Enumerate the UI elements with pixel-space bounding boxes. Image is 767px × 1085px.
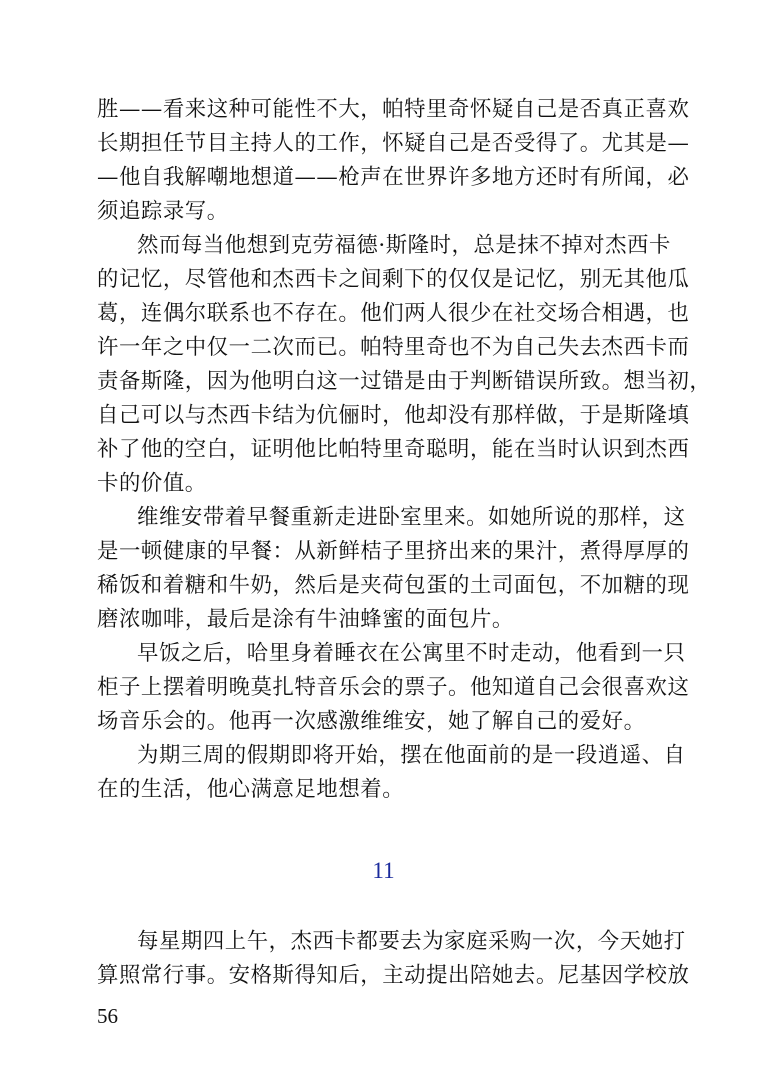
text-line: 胜——看来这种可能性不大，帕特里奇怀疑自己是否真正喜欢 — [97, 97, 690, 122]
text-line: 然而每当他想到克劳福德·斯隆时，总是抹不掉对杰西卡 — [137, 233, 671, 258]
text-line: 的记忆，尽管他和杰西卡之间剩下的仅仅是记忆，别无其他瓜 — [97, 267, 690, 292]
text-line: 为期三周的假期即将开始，摆在他面前的是一段逍遥、自 — [137, 743, 686, 768]
text-line: 须追踪录写。 — [97, 199, 229, 224]
text-line: —他自我解嘲地想道——枪声在世界许多地方还时有所闻，必 — [97, 165, 690, 190]
text-line: 责备斯隆，因为他明白这一过错是由于判断错误所致。想当初， — [97, 369, 712, 394]
text-line: 补了他的空白，证明他比帕特里奇聪明，能在当时认识到杰西 — [97, 437, 690, 462]
text-line: 算照常行事。安格斯得知后，主动提出陪她去。尼基因学校放 — [97, 963, 690, 988]
text-line: 每星期四上午，杰西卡都要去为家庭采购一次，今天她打 — [137, 929, 686, 954]
text-line: 在的生活，他心满意足地想着。 — [97, 777, 405, 802]
chapter-number: 11 — [372, 858, 395, 883]
text-line: 稀饭和着糖和牛奶，然后是夹荷包蛋的土司面包，不加糖的现 — [97, 573, 690, 598]
text-line: 是一顿健康的早餐：从新鲜桔子里挤出来的果汁，煮得厚厚的 — [97, 539, 690, 564]
text-line: 许一年之中仅一二次而已。帕特里奇也不为自己失去杰西卡而 — [97, 335, 690, 360]
text-line: 维维安带着早餐重新走进卧室里来。如她所说的那样，这 — [137, 505, 686, 530]
text-line: 磨浓咖啡，最后是涂有牛油蜂蜜的面包片。 — [97, 607, 514, 632]
text-line: 早饭之后，哈里身着睡衣在公寓里不时走动，他看到一只 — [137, 641, 686, 666]
page-number: 56 — [97, 1004, 118, 1028]
text-line: 卡的价值。 — [97, 471, 207, 496]
text-line: 自己可以与杰西卡结为伉俪时，他却没有那样做，于是斯隆填 — [97, 403, 690, 428]
text-line: 场音乐会的。他再一次感激维维安，她了解自己的爱好。 — [97, 709, 646, 734]
text-line: 柜子上摆着明晚莫扎特音乐会的票子。他知道自己会很喜欢这 — [97, 675, 690, 700]
text-line: 葛，连偶尔联系也不存在。他们两人很少在社交场合相遇，也 — [97, 301, 690, 326]
text-line: 长期担任节目主持人的工作，怀疑自己是否受得了。尤其是— — [97, 131, 690, 156]
